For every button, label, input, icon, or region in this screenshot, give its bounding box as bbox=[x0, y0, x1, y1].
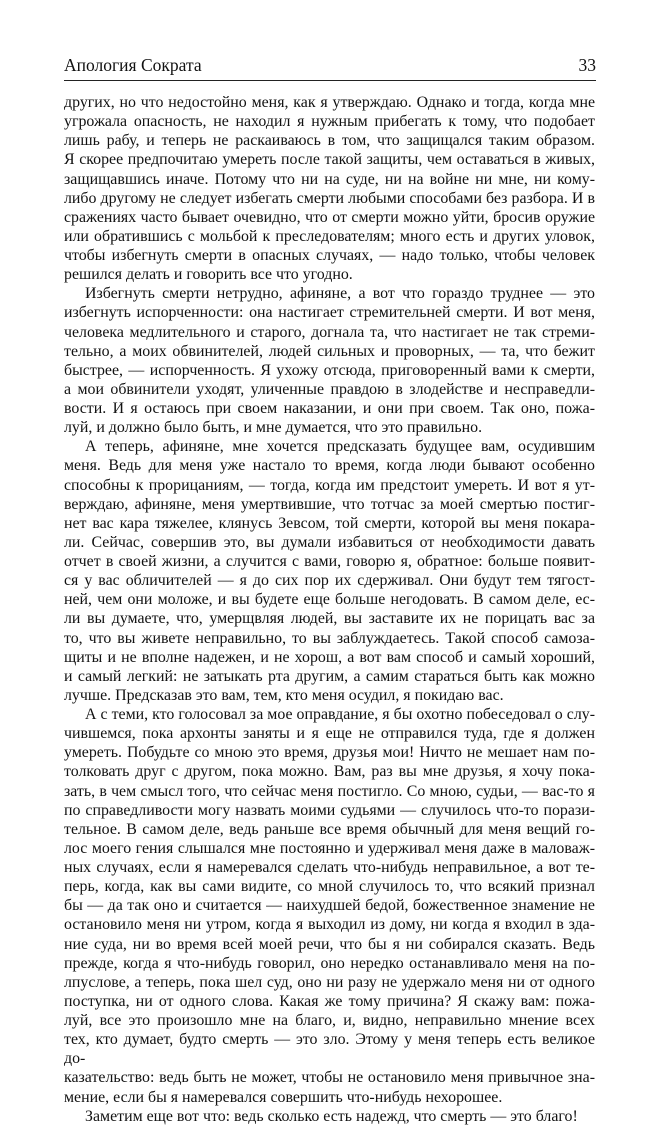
text-line: лучше. Предсказав это вам, тем, кто меня осудил, я покидаю вас. bbox=[64, 686, 504, 704]
text-line: то, что вы живете неправильно, то вы заблуждаетесь. Такой способ самоза- bbox=[64, 629, 595, 647]
text-line: тельное. В самом деле, ведь раньше все время обычный для меня вещий го- bbox=[64, 820, 595, 838]
text-line: нет вас кара тяжелее, клянусь Зевсом, той смерти, которой вы меня покара- bbox=[64, 514, 595, 532]
text-line: казательство: ведь быть не может, чтобы не остановило меня привычное зна- bbox=[64, 1069, 595, 1087]
text-line: перь, когда, как вы сами видите, со мной случилось то, что всякий признал bbox=[64, 878, 595, 896]
text-line: мение, если бы я намеревался совершить что-нибудь нехорошее. bbox=[64, 1088, 503, 1106]
text-line: верждаю, афиняне, меня умертвившие, что тотчас за моей смертью постиг- bbox=[64, 495, 595, 513]
text-line: лишь рабу, и теперь не раскаиваюсь в том, что защищался таким образом. bbox=[64, 132, 595, 150]
text-line: чтобы избегнуть смерти в опасных случаях, — надо только, чтобы человек bbox=[64, 247, 595, 264]
text-line: ли вы думаете, что, умерщвляя людей, вы заставите их не порицать вас за bbox=[64, 610, 595, 628]
text-line: а мои обвинители уходят, уличенные правдою в злодействе и несправедли- bbox=[64, 380, 595, 398]
text-line: Заметим еще вот что: ведь сколько есть надежд, что смерть — это благо! bbox=[85, 1107, 578, 1125]
text-line: Избегнуть смерти нетрудно, афиняне, а вот что гораздо труднее — это bbox=[85, 285, 595, 303]
text-line: бы — да так оно и считается — наихудшей бедой, божественное знамение не bbox=[64, 897, 595, 915]
text-line: или обратившись с мольбой к преследователям; много есть и других уловок, bbox=[64, 227, 595, 245]
text-line: других, но что недостойно меня, как я утверждаю. Однако и тогда, когда мне bbox=[64, 94, 595, 111]
text-line: умереть. Побудьте со мною это время, друзья мои! Ничто не мешает нам по- bbox=[64, 744, 595, 762]
text-line: меня. Ведь для меня уже настало то время, когда люди бывают особенно bbox=[64, 457, 595, 475]
text-line: остановило меня ни утром, когда я выходил из дому, ни когда я входил в зда- bbox=[64, 916, 595, 934]
text-line: способны к прорицаниям, — тогда, когда им предстоит умереть. И вот я ут- bbox=[64, 476, 595, 494]
text-line: зать, в чем смысл того, что сейчас меня постигло. Со мною, судьи, — вас-то я bbox=[64, 782, 595, 800]
text-line: сражениях часто бывает очевидно, что от смерти можно уйти, бросив оружие bbox=[64, 208, 595, 226]
text-line: ся у вас обличителей — я до сих пор их сдерживал. Они будут тем тягост- bbox=[64, 572, 595, 590]
running-header bbox=[64, 54, 596, 81]
text-line: ние суда, ни во время всей моей речи, что бы я ни собирался сказать. Ведь bbox=[64, 935, 595, 953]
text-line: А теперь, афиняне, мне хочется предсказать будущее вам, осудившим bbox=[85, 438, 595, 456]
body-text bbox=[64, 93, 595, 1126]
text-line: чившемся, пока архонты заняты и я еще не отправился туда, где я должен bbox=[64, 725, 595, 743]
text-line: ли. Сейчас, совершив это, вы думали избавиться от необходимости давать bbox=[64, 533, 595, 551]
text-line: толковать друг с другом, пока можно. Вам, раз вы мне друзья, я хочу пока- bbox=[64, 763, 595, 781]
text-line: защищавшись иначе. Потому что ни на суде, ни на войне ни мне, ни кому- bbox=[64, 170, 595, 188]
text-line: угрожала опасность, не находил я нужным прибегать к тому, что подобает bbox=[64, 113, 595, 131]
text-line: отчет в своей жизни, а случится с вами, говорю я, обратное: больше появит- bbox=[64, 553, 595, 570]
text-line: и самый легкий: не затыкать рта другим, а самим стараться быть как можно bbox=[64, 667, 595, 685]
text-line: по справедливости могу назвать моими судьями — случилось что-то порази- bbox=[64, 801, 595, 819]
text-line: ных случаях, если я намеревался сделать что-нибудь неправильное, а вот те- bbox=[64, 859, 595, 876]
text-line: вости. И я остаюсь при своем наказании, и они при своем. Так оно, пожа- bbox=[64, 400, 595, 417]
text-line: прежде, когда я что-нибудь говорил, оно нередко останавливало меня на по- bbox=[64, 954, 595, 972]
text-line: либо другому не следует избегать смерти любыми способами без разбора. И в bbox=[64, 189, 595, 207]
text-line: А с теми, кто голосовал за мое оправдание, я бы охотно побеседовал о слу- bbox=[85, 706, 595, 723]
text-line: щиты и не вполне надежен, и не хорош, а вот вам способ и самый хороший, bbox=[64, 648, 595, 666]
text-line: тех, кто думает, будто смерть — это зло. Этому у меня теперь есть великое до- bbox=[64, 1031, 595, 1068]
text-line: избегнуть испорченности: она настигает стремительней смерти. И вот меня, bbox=[64, 304, 595, 322]
text-line: быстрее, — испорченность. Я ухожу отсюда, приговоренный вами к смерти, bbox=[64, 361, 595, 379]
text-line: луй, все это произошло мне на благо, и, видно, неправильно мнение всех bbox=[64, 1012, 595, 1029]
text-line: решился делать и говорить все что угодно. bbox=[64, 266, 353, 284]
text-line: поступка, ни от одного слова. Какая же тому причина? Я скажу вам: пожа- bbox=[64, 992, 595, 1010]
text-line: человека медлительного и старого, догнала та, что настигает не так стреми- bbox=[64, 323, 595, 341]
text-line: лос моего гения слышался мне постоянно и удерживал меня даже в маловаж- bbox=[64, 839, 595, 857]
text-line: Я скорее предпочитаю умереть после такой защиты, чем оставаться в живых, bbox=[64, 151, 595, 169]
text-line: лпуслове, а теперь, пока шел суд, оно ни разу не удержало меня ни от одного bbox=[64, 973, 595, 991]
text-line: ней, чем они моложе, и вы будете еще больше негодовать. В самом деле, ес- bbox=[64, 591, 595, 609]
text-line: луй, и должно было быть, и мне думается, что это правильно. bbox=[64, 419, 483, 437]
running-title: Апология Сократа bbox=[64, 55, 202, 75]
page-number: 33 bbox=[578, 55, 596, 75]
text-line: тельно, а моих обвинителей, людей сильных и проворных, — та, что бежит bbox=[64, 342, 595, 360]
